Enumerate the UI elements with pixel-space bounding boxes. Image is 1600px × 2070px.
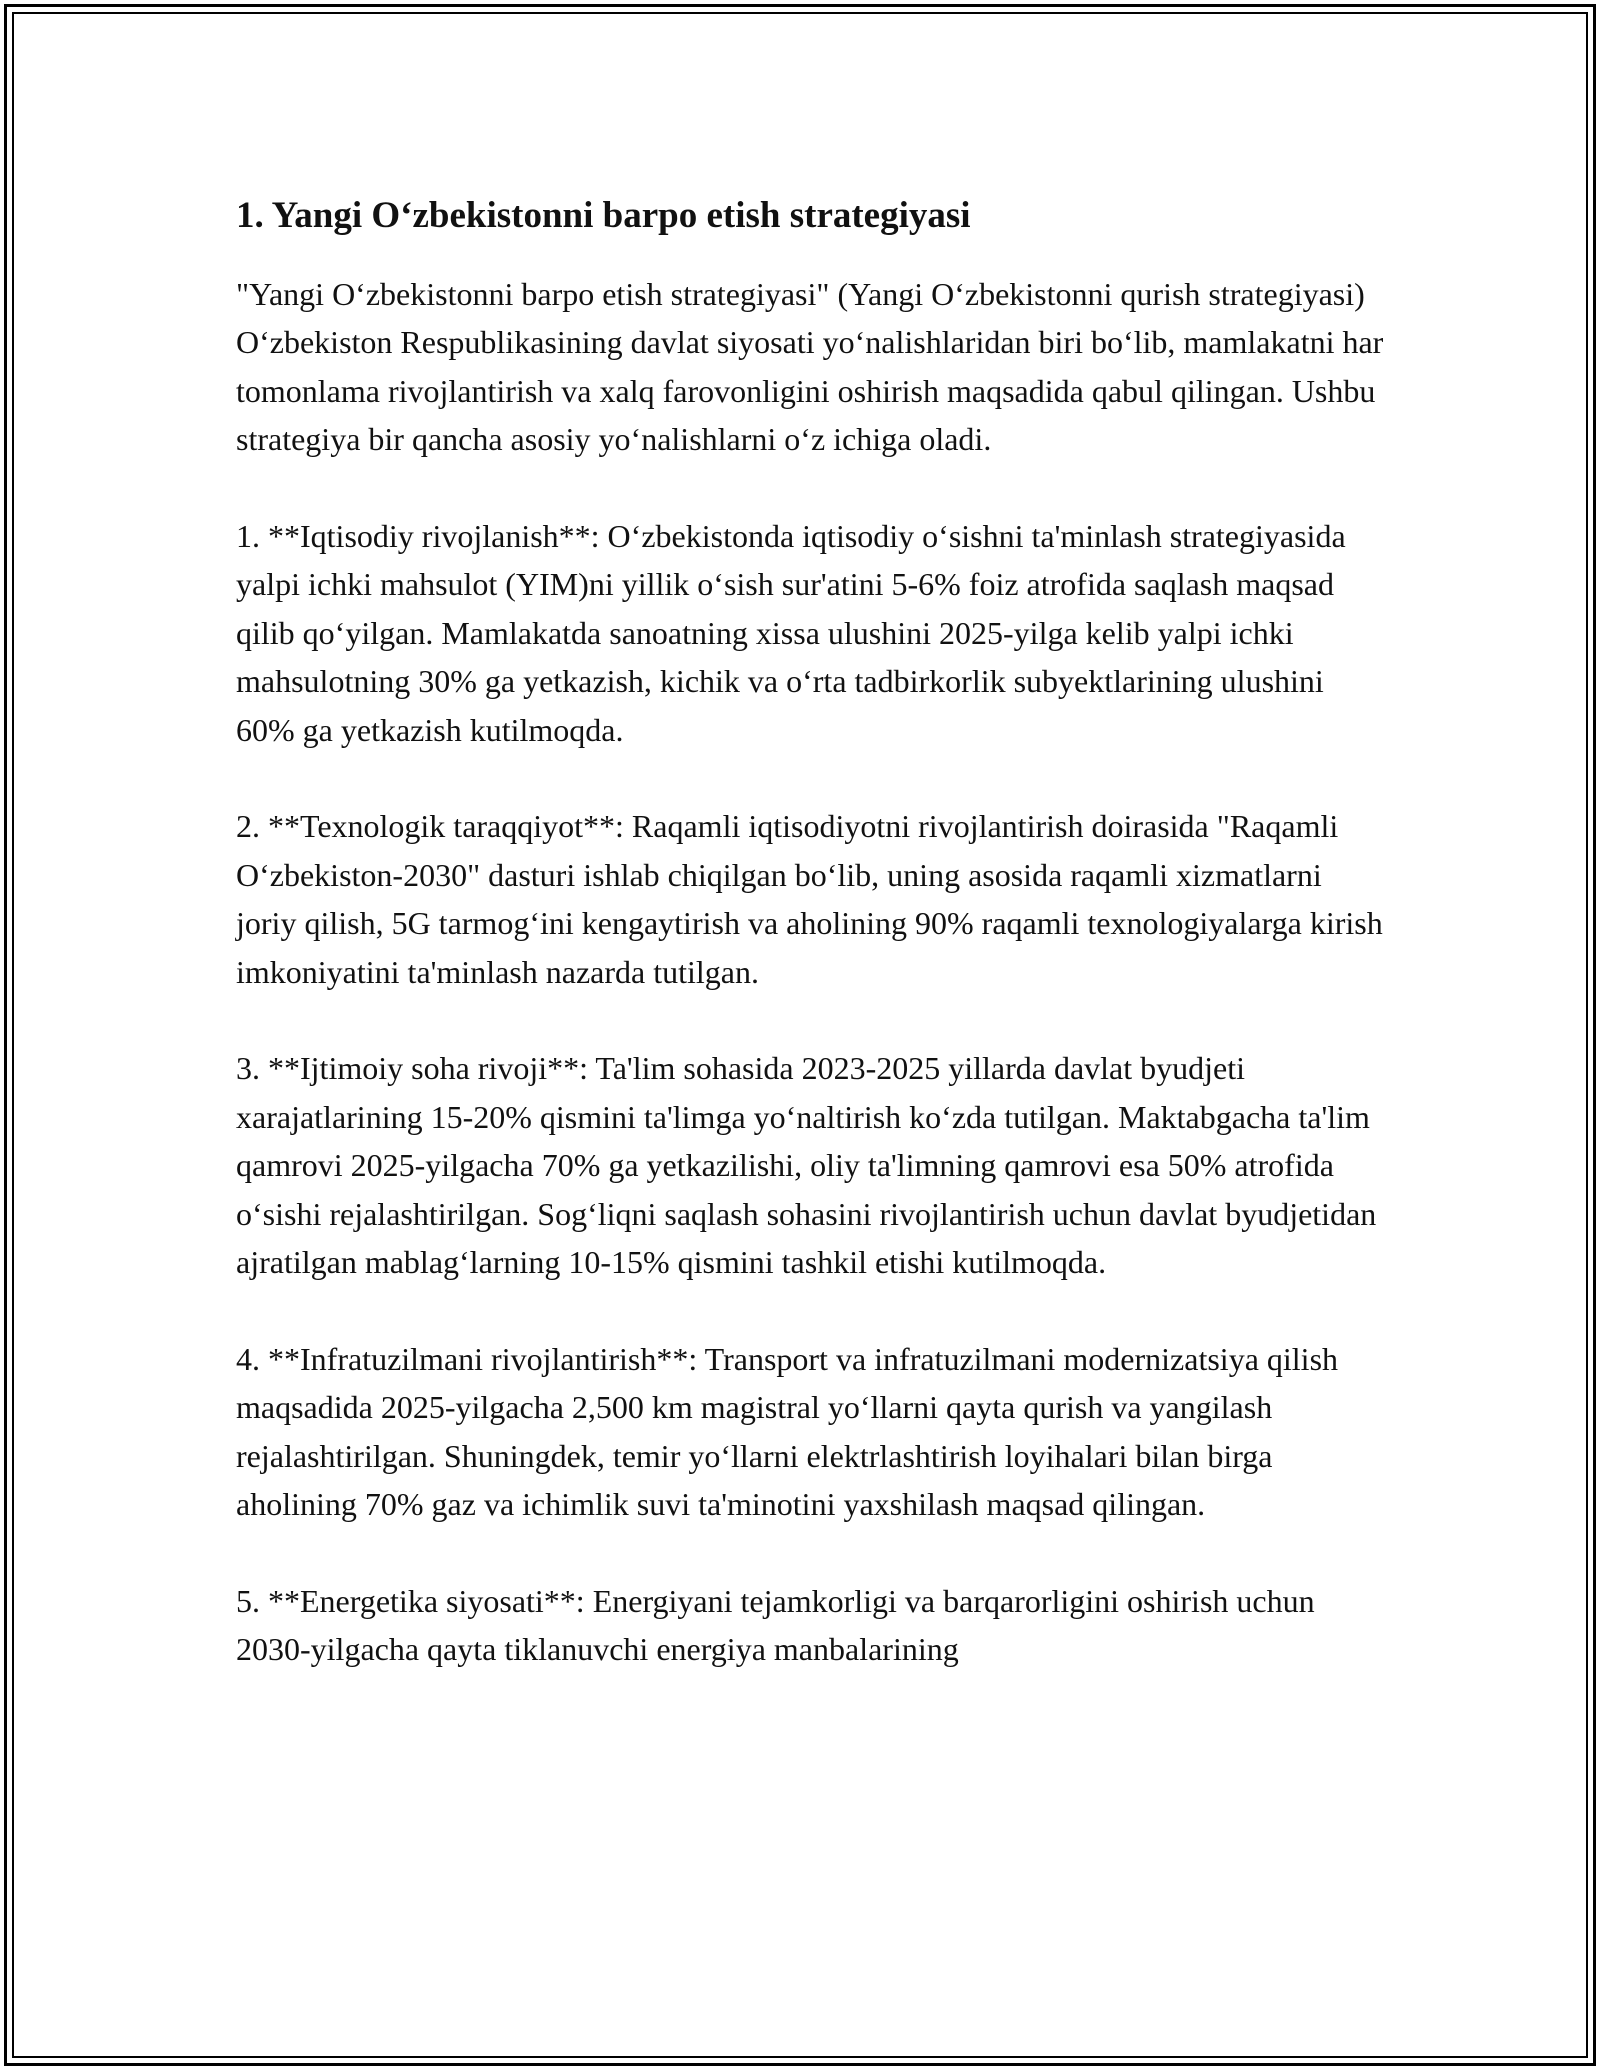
paragraph-technological-progress: 2. **Texnologik taraqqiyot**: Raqamli iqtisodiyotni rivojlantirish doirasida "Raqamli O‘zbekiston-2030" dasturi ishlab chiqilgan bo‘lib, uning asosida raqamli xizmatlarni joriy qilish, 5G tarmog‘ini kengaytirish va aholining 90% raqamli texnologiyalarga kirish imkoniyatini ta'minlash nazarda tutilgan. (236, 808, 1383, 990)
intro-paragraph: "Yangi O‘zbekistonni barpo etish strategiyasi" (Yangi O‘zbekistonni qurish strategiyasi) O‘zbekiston Respublikasining davlat siyosati yo‘nalishlaridan biri bo‘lib, mamlakatni har tomonlama rivojlantirish va xalq farovonligini oshirish maqsadida qabul qilingan. Ushbu strategiya bir qancha asosiy yo‘nalishlarni o‘z ichiga oladi. (236, 276, 1384, 458)
document-body (236, 190, 1386, 1722)
paragraph-infrastructure: 4. **Infratuzilmani rivojlantirish**: Transport va infratuzilmani modernizatsiya qilish maqsadida 2025-yilgacha 2,500 km magistral yo‘llarni qayta qurish va yangilash rejalashtirilgan. Shuningdek, temir yo‘llarni elektrlashtirish loyihalari bilan birga aholining 70% gaz va ichimlik suvi ta'minotini yaxshilash maqsad qilingan. (236, 1340, 1339, 1523)
paragraph-energy-policy: 5. **Energetika siyosati**: Energiyani tejamkorligi va barqarorligini oshirish uchun 2030-yilgacha qayta tiklanuvchi energiya manbalarining (236, 1582, 1315, 1668)
paragraph-economic-development: 1. **Iqtisodiy rivojlanish**: O‘zbekistonda iqtisodiy o‘sishni ta'minlash strategiyasida yalpi ichki mahsulot (YIM)ni yillik o‘sish sur'atini 5-6% foiz atrofida saqlash maqsad qilib qo‘yilgan. Mamlakatda sanoatning xissa ulushini 2025-yilga kelib yalpi ichki mahsulotning 30% ga yetkazish, kichik va o‘rta tadbirkorlik subyektlarining ulushini 60% ga yetkazish kutilmoqda. (236, 518, 1346, 748)
document-title: 1. Yangi O‘zbekistonni barpo etish strategiyasi (236, 195, 971, 236)
paragraph-social-sphere: 3. **Ijtimoiy soha rivoji**: Ta'lim sohasida 2023-2025 yillarda davlat byudjeti xarajatlarining 15-20% qismini ta'limga yo‘naltirish ko‘zda tutilgan. Maktabgacha ta'lim qamrovi 2025-yilgacha 70% ga yetkazilishi, oliy ta'limning qamrovi esa 50% atrofida o‘sishi rejalashtirilgan. Sog‘liqni saqlash sohasini rivojlantirish uchun davlat byudjetidan ajratilgan mablag‘larning 10-15% qismini tashkil etishi kutilmoqda. (236, 1050, 1377, 1281)
